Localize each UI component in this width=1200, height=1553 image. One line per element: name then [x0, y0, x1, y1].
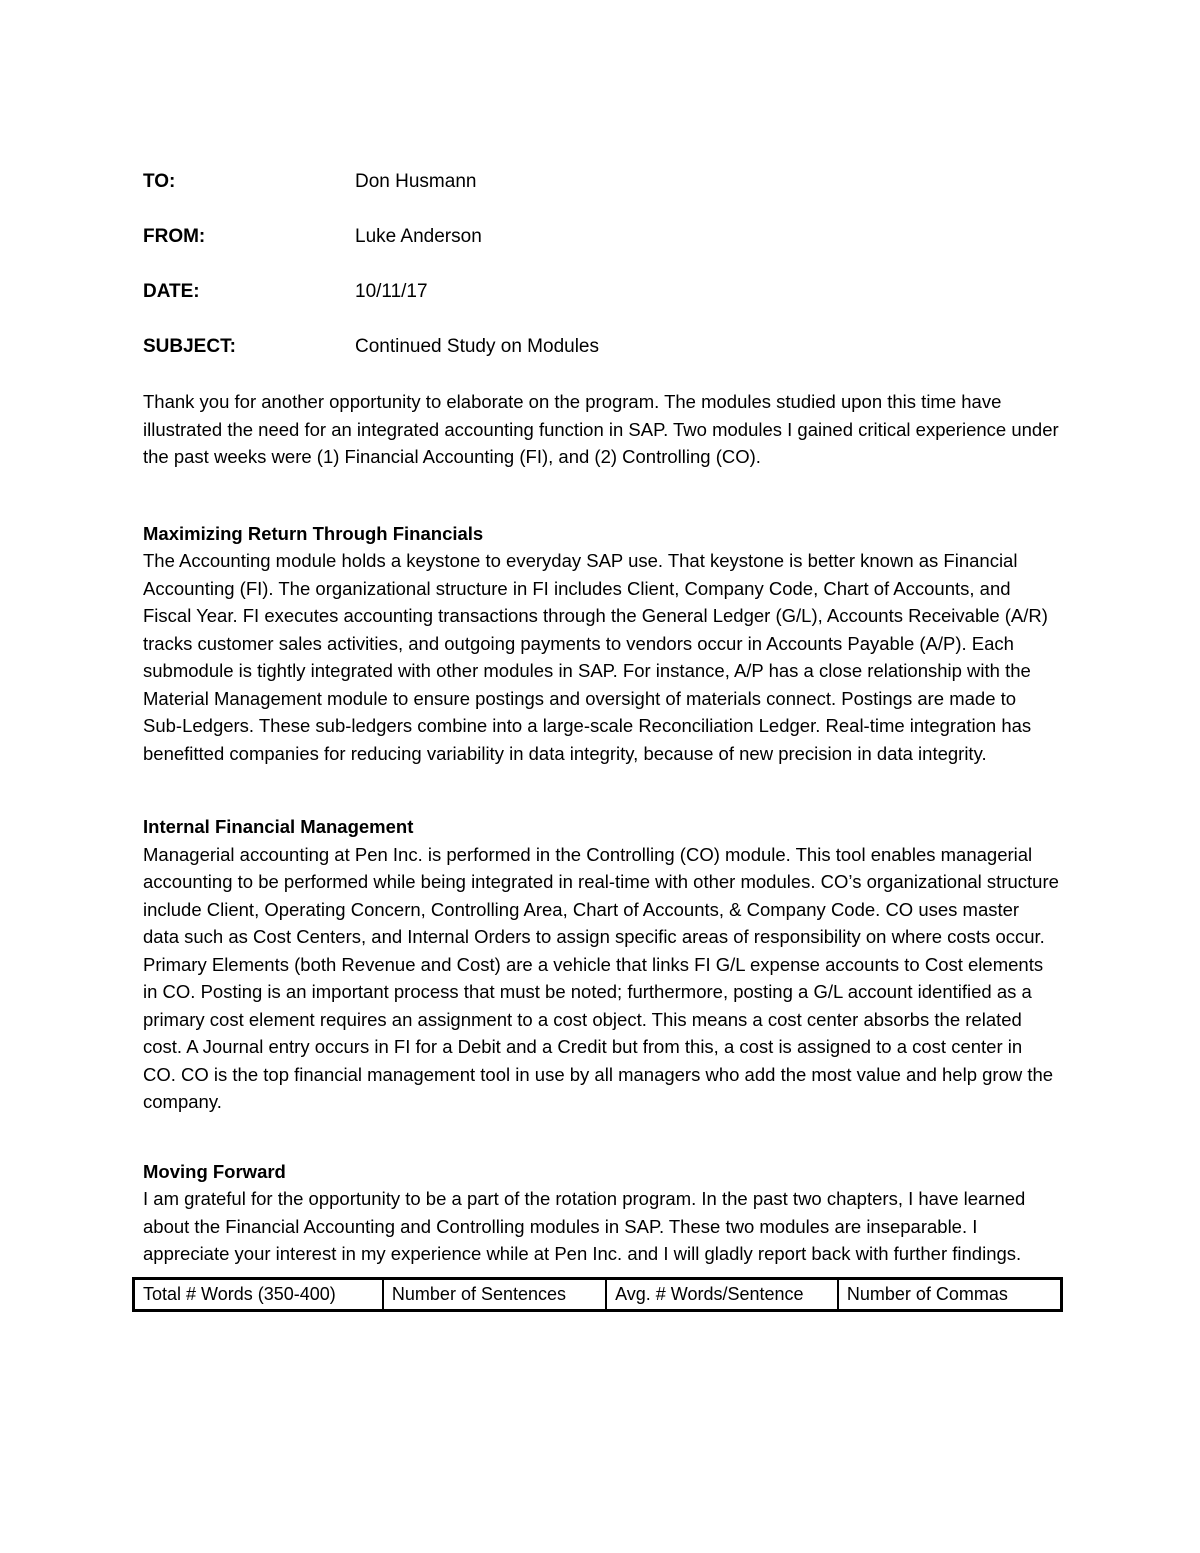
- word-stats-table: [132, 1277, 1063, 1312]
- section-body-internal: Managerial accounting at Pen Inc. is performed in the Controlling (CO) module. This tool enables managerial accounting to be performed while being integrated in real-time with other modules. CO’s organizational structure include Client, Operating Concern, Controlling Area, Chart of Accounts, & Company Code. CO uses master data such as Cost Centers, and Internal Orders to assign specific areas of responsibility on where costs occur. Primary Elements (both Revenue and Cost) are a vehicle that links FI G/L expense accounts to Cost elements in CO. Posting is an important process that must be noted; furthermore, posting a G/L account identified as a primary cost element requires an assignment to a cost object. This means a cost center absorbs the related cost. A Journal entry occurs in FI for a Debit and a Credit but from this, a cost is assigned to a cost center in CO. CO is the top financial management tool in use by all managers who add the most value and help grow the company.: [143, 843, 1059, 1112]
- section-heading-moving-forward: Moving Forward: [143, 1160, 286, 1182]
- stats-cell-total-words: Total # Words (350-400): [134, 1278, 383, 1310]
- intro-paragraph: Thank you for another opportunity to elaborate on the program. The modules studied upon this time have illustrated the need for an integrated accounting function in SAP. Two modules I gained critical experience under the past weeks were (1) Financial Accounting (FI), and (2) Controlling (CO).: [143, 391, 1059, 467]
- memo-field-subject: [143, 333, 1060, 360]
- section-internal-financial-management: [143, 813, 1060, 1116]
- section-body-financials: The Accounting module holds a keystone to everyday SAP use. That keystone is better known as Financial Accounting (FI). The organizational structure in FI includes Client, Company Code, Chart of Accounts, and Fiscal Year. FI executes accounting transactions through the General Ledger (G/L), Accounts Receivable (A/R) tracks customer sales activities, and outgoing payments to vendors occur in Accounts Payable (A/P). Each submodule is tightly integrated with other modules in SAP. For instance, A/P has a close relationship with the Material Management module to ensure postings and oversight of materials connect. Postings are made to Sub-Ledgers. These sub-ledgers combine into a large-scale Reconciliation Ledger. Real-time integration has benefitted companies for reducing variability in data integrity, because of new precision in data integrity.: [143, 550, 1048, 764]
- memo-field-to: [143, 168, 1060, 195]
- stats-header-row: [134, 1278, 1062, 1310]
- stats-cell-num-commas: Number of Commas: [838, 1278, 1062, 1310]
- section-maximizing-return: [143, 520, 1060, 768]
- section-moving-forward: [143, 1158, 1060, 1268]
- stats-cell-num-sentences: Number of Sentences: [383, 1278, 606, 1310]
- stats-cell-avg-words: Avg. # Words/Sentence: [606, 1278, 838, 1310]
- subject-label: SUBJECT:: [143, 336, 236, 357]
- to-value: Don Husmann: [355, 171, 477, 192]
- memo-field-date: [143, 278, 1060, 305]
- memo-header: [143, 168, 1060, 360]
- section-heading-financials: Maximizing Return Through Financials: [143, 522, 484, 544]
- date-value: 10/11/17: [355, 281, 428, 302]
- section-body-moving-forward: I am grateful for the opportunity to be a part of the rotation program. In the past two chapters, I have learned about the Financial Accounting and Controlling modules in SAP. These two modules are inseparable. I appreciate your interest in my experience while at Pen Inc. and I will gladly report back with further findings.: [143, 1188, 1026, 1264]
- to-label: TO:: [143, 171, 176, 192]
- section-heading-internal: Internal Financial Management: [143, 816, 414, 837]
- from-value: Luke Anderson: [355, 226, 482, 247]
- subject-value: Continued Study on Modules: [355, 336, 599, 357]
- memo-field-from: [143, 223, 1060, 250]
- date-label: DATE:: [143, 281, 200, 302]
- from-label: FROM:: [143, 226, 206, 247]
